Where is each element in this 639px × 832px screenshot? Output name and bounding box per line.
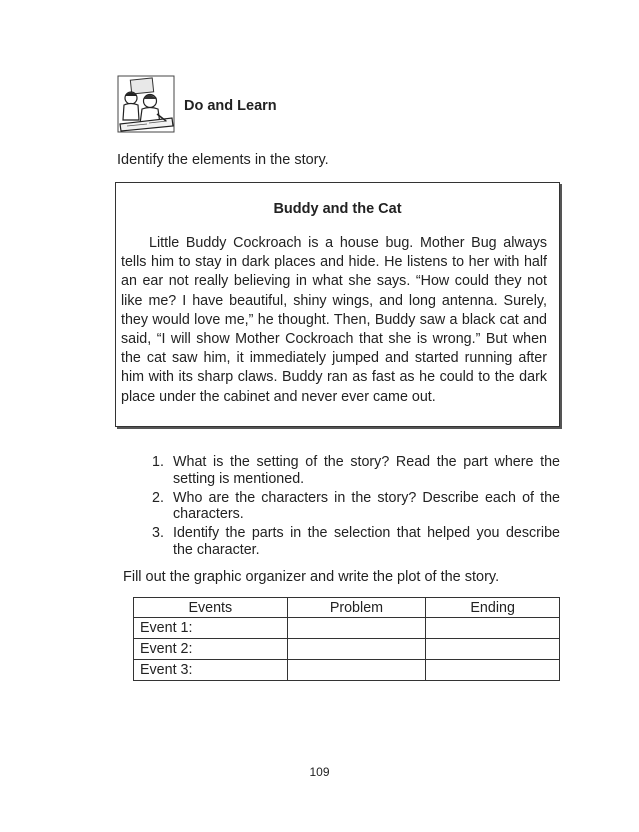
problem-cell xyxy=(287,660,426,681)
question-item xyxy=(152,525,560,559)
question-number: 1. xyxy=(152,454,164,470)
event-label: Event 1: xyxy=(134,618,288,639)
question-text: What is the setting of the story? Read the part where the setting is mentioned. xyxy=(173,454,560,487)
table-row xyxy=(134,618,560,639)
column-header-problem: Problem xyxy=(287,598,426,618)
problem-cell xyxy=(287,639,426,660)
question-item xyxy=(152,454,560,488)
page-number: 109 xyxy=(309,765,330,779)
question-item xyxy=(152,490,560,524)
ending-cell xyxy=(426,660,560,681)
story-box xyxy=(115,182,560,427)
question-number: 3. xyxy=(152,525,164,542)
column-header-events: Events xyxy=(134,598,288,618)
event-label: Event 3: xyxy=(134,660,288,681)
ending-cell xyxy=(426,639,560,660)
table-row xyxy=(134,660,560,681)
question-text: Who are the characters in the story? Describe each of the characters. xyxy=(173,489,560,523)
organizer-instruction: Fill out the graphic organizer and write the plot of the story. xyxy=(123,569,500,585)
section-title: Do and Learn xyxy=(184,98,277,114)
story-text: Little Buddy Cockroach is a house bug. Mother Bug always tells him to stay in dark places and hide. He listens to her with half an ear not really believing in what she says. “How could they not like me? I have beautiful, shiny wings, and long antenna. Surely, they would love me,” he thought. Then, Buddy saw a black cat and said, “I will show Mother Cockroach that she is wrong.” But when the cat saw him, it immediately jumped and started running after him with its sharp claws. Buddy ran as fast as he could to the dark place under the cabinet and never ever came out. xyxy=(121,235,547,405)
story-title: Buddy and the Cat xyxy=(273,201,402,217)
column-header-ending: Ending xyxy=(426,598,560,618)
question-number: 2. xyxy=(152,489,164,506)
ending-cell xyxy=(426,618,560,639)
table-row xyxy=(134,639,560,660)
table-header-row xyxy=(134,598,560,618)
graphic-organizer-table xyxy=(133,597,560,681)
event-label: Event 2: xyxy=(134,639,288,660)
questions-list xyxy=(152,454,560,561)
instruction-text: Identify the elements in the story. xyxy=(117,152,329,168)
children-studying-illustration xyxy=(117,74,175,134)
question-text: Identify the parts in the selection that helped you describe the character. xyxy=(173,525,560,558)
problem-cell xyxy=(287,618,426,639)
